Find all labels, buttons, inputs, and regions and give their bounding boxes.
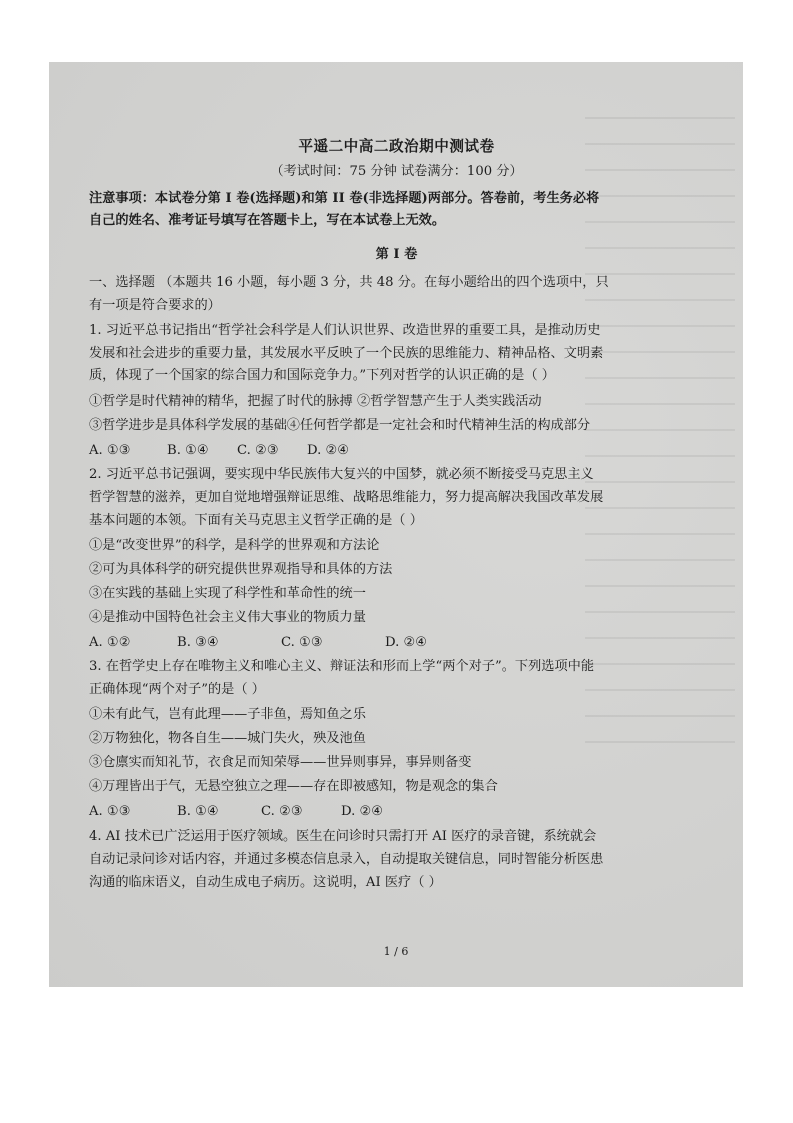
q3-statement-4: ④万理皆出于气，无悬空独立之理——存在即被感知，物是观念的集合	[89, 779, 498, 794]
q1-option-c: C. ②③	[237, 443, 279, 458]
q4-stem-line-3: 沟通的临床语义，自动生成电子病历。这说明，AI 医疗（ ）	[89, 875, 442, 890]
q1-stem-line-3: 质，体现了一个国家的综合国力和国际竞争力。”下列对哲学的认识正确的是（ ）	[89, 368, 555, 383]
q4-stem-line-1: 4. AI 技术已广泛运用于医疗领域。医生在问诊时只需打开 AI 医疗的录音键，系统就会	[89, 829, 597, 844]
q2-option-a: A. ①②	[89, 635, 131, 650]
q2-statement-4: ④是推动中国特色社会主义伟大事业的物质力量	[89, 610, 366, 625]
q2-stem-line-2: 哲学智慧的滋养，更加自觉地增强辩证思维、战略思维能力，努力提高解决我国改革发展	[89, 490, 604, 505]
q3-stem-line-2: 正确体现“两个对子”的是（ ）	[89, 682, 265, 697]
q3-option-c: C. ②③	[261, 804, 303, 819]
exam-title: 平遥二中高二政治期中测试卷	[298, 138, 495, 155]
bleed-through-shadow	[585, 117, 735, 757]
scanned-page	[49, 62, 743, 987]
q3-option-a: A. ①③	[89, 804, 131, 819]
instruction-line-1: 一、选择题 （本题共 16 小题，每小题 3 分，共 48 分。在每小题给出的四个选项中，只	[89, 275, 609, 290]
section-heading: 第 I 卷	[375, 247, 418, 262]
q2-option-c: C. ①③	[281, 635, 323, 650]
q2-options	[89, 634, 427, 652]
q2-stem-line-1: 2. 习近平总书记强调，要实现中华民族伟大复兴的中国梦，就必须不断接受马克思主义	[89, 467, 594, 482]
q2-stem-line-3: 基本问题的本领。下面有关马克思主义哲学正确的是（ ）	[89, 513, 423, 528]
q1-stem-line-1: 1. 习近平总书记指出“哲学社会科学是人们认识世界、改造世界的重要工具，是推动历史	[89, 323, 601, 338]
q4-stem-line-2: 自动记录问诊对话内容，并通过多模态信息录入，自动提取关键信息，同时智能分析医患	[89, 852, 604, 867]
q2-statement-3: ③在实践的基础上实现了科学性和革命性的统一	[89, 586, 366, 601]
exam-subtitle: （考试时间：75 分钟 试卷满分：100 分）	[270, 164, 523, 179]
q3-statement-2: ②万物独化，物各自生——城门失火，殃及池鱼	[89, 731, 366, 746]
q2-statement-1: ①是“改变世界”的科学，是科学的世界观和方法论	[89, 538, 380, 553]
q1-option-d: D. ②④	[307, 443, 350, 458]
notice-line-1: 注意事项：本试卷分第 I 卷(选择题)和第 II 卷(非选择题)两部分。答卷前，考生务必将	[89, 191, 600, 206]
q3-option-b: B. ①④	[177, 804, 219, 819]
q1-statement-2: ③哲学进步是具体科学发展的基础④任何哲学都是一定社会和时代精神生活的构成部分	[89, 418, 591, 433]
q3-statement-1: ①未有此气，岂有此理——子非鱼，焉知鱼之乐	[89, 707, 366, 722]
q2-option-d: D. ②④	[385, 635, 428, 650]
notice-line-2: 自己的姓名、准考证号填写在答题卡上，写在本试卷上无效。	[89, 213, 446, 228]
q2-statement-2: ②可为具体科学的研究提供世界观指导和具体的方法	[89, 562, 393, 577]
q1-option-b: B. ①④	[167, 443, 209, 458]
q1-option-a: A. ①③	[89, 443, 131, 458]
q3-stem-line-1: 3. 在哲学史上存在唯物主义和唯心主义、辩证法和形而上学“两个对子”。下列选项中能	[89, 659, 595, 674]
q3-options	[89, 803, 383, 821]
q3-option-d: D. ②④	[341, 804, 384, 819]
q2-option-b: B. ③④	[177, 635, 219, 650]
q3-statement-3: ③仓廪实而知礼节，衣食足而知荣辱——世异则事异，事异则备变	[89, 755, 472, 770]
q1-options	[89, 442, 349, 460]
page-number: 1 / 6	[383, 945, 409, 958]
q1-stem-line-2: 发展和社会进步的重要力量，其发展水平反映了一个民族的思维能力、精神品格、文明素	[89, 346, 604, 361]
instruction-line-2: 有一项是符合要求的）	[89, 298, 221, 313]
q1-statement-1: ①哲学是时代精神的精华，把握了时代的脉搏 ②哲学智慧产生于人类实践活动	[89, 394, 542, 409]
